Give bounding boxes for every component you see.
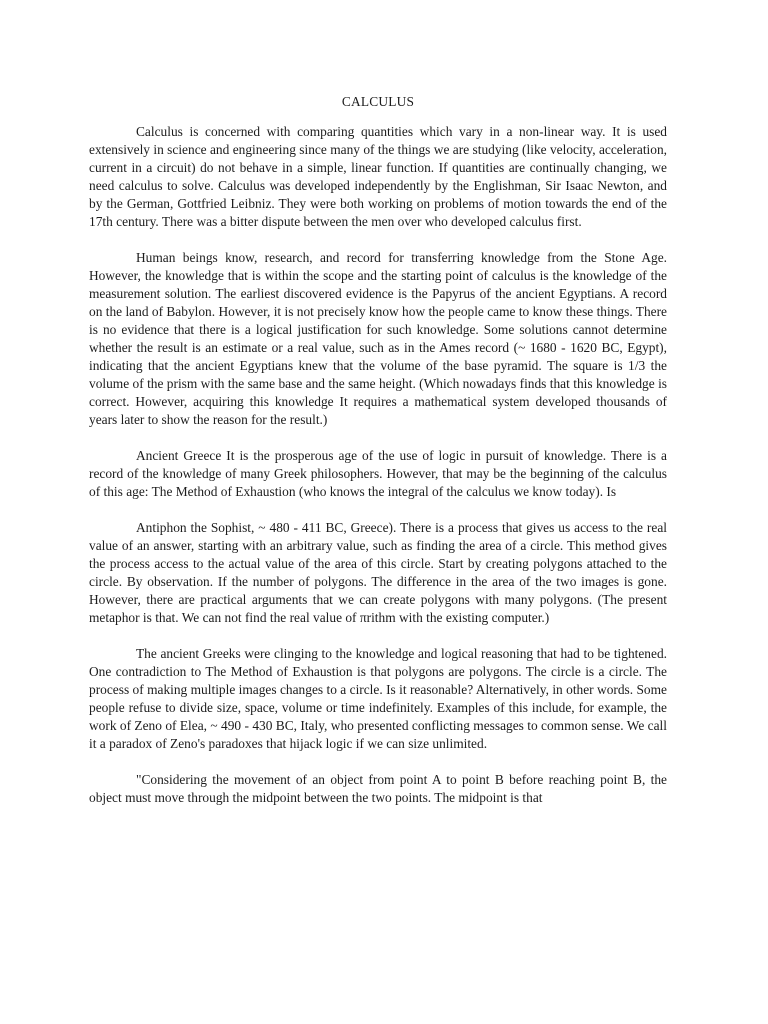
paragraph-stone-age-egypt: Human beings know, research, and record for transferring knowledge from the Stone Age. However, the knowledge that is within the scope and the starting point of calculus is the knowledge of the measurement solution. The earliest discovered evidence is the Papyrus of the ancient Egyptians. A record on the land of Babylon. However, it is not precisely know how the people came to know these things. There is no evidence that there is a logical justification for such knowledge. Some solutions cannot determine whether the result is an estimate or a real value, such as in the Ames record (~ 1680 - 1620 BC, Egypt), indicating that the ancient Egyptians knew that the volume of the base pyramid. The square is 1/3 the volume of the prism with the same base and the same height. (Which nowadays finds that this knowledge is correct. However, acquiring this knowledge It requires a mathematical system developed thousands of years later to show the reason for the result.) [89,250,667,427]
document-body [89,93,667,825]
paragraph-ancient-greece: Ancient Greece It is the prosperous age of the use of logic in pursuit of knowledge. There is a record of the knowledge of many Greek philosophers. However, that may be the beginning of the calculus of this age: The Method of Exhaustion (who knows the integral of the calculus we know today). Is [89,448,667,499]
paragraph-calculus-intro: Calculus is concerned with comparing quantities which vary in a non-linear way. It is used extensively in science and engineering since many of the things we are studying (like velocity, acceleration, current in a circuit) do not behave in a simple, linear function. If quantities are continually changing, we need calculus to solve. Calculus was developed independently by the Englishman, Sir Isaac Newton, and by the German, Gottfried Leibniz. They were both working on problems of motion towards the end of the 17th century. There was a bitter dispute between the men over who developed calculus first. [89,124,667,229]
paragraph-midpoint-quote: "Considering the movement of an object from point A to point B before reaching point B, the object must move through the midpoint between the two points. The midpoint is that [89,772,667,805]
paragraph-antiphon: Antiphon the Sophist, ~ 480 - 411 BC, Greece). There is a process that gives us access to the real value of an answer, starting with an arbitrary value, such as finding the area of a circle. This method gives the process access to the actual value of the area of this circle. Start by creating polygons attached to the circle. By observation. If the number of polygons. The difference in the area of the two images is gone. However, there are practical arguments that we can create polygons with many polygons. (The present metaphor is that. We can not find the real value of πrithm with the existing computer.) [89,520,667,625]
paragraph-zeno: The ancient Greeks were clinging to the knowledge and logical reasoning that had to be tightened. One contradiction to The Method of Exhaustion is that polygons are polygons. The circle is a circle. The process of making multiple images changes to a circle. Is it reasonable? Alternatively, in other words. Some people refuse to divide size, space, volume or time indefinitely. Examples of this include, for example, the work of Zeno of Elea, ~ 490 - 430 BC, Italy, who presented conflicting messages to common sense. We call it a paradox of Zeno's paradoxes that hijack logic if we can size unlimited. [89,646,667,751]
document-title: CALCULUS [341,94,415,109]
